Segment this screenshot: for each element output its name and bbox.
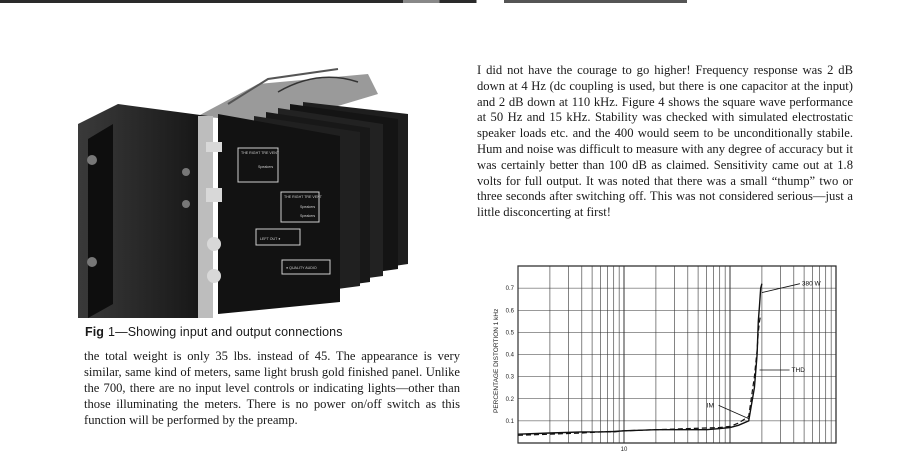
- annotation-380w: 380 W: [801, 280, 821, 288]
- panel-small-2: Speakers: [300, 205, 316, 209]
- y-tick-label: 0.3: [505, 374, 514, 381]
- x-tick-label: 10: [620, 447, 628, 453]
- right-column: [477, 63, 853, 221]
- y-tick-labels: [506, 286, 515, 425]
- caption-text: 1—Showing input and output connections: [108, 325, 343, 339]
- panel-label-3: LEFT OUT ●: [260, 237, 281, 241]
- chart-grid: [518, 266, 836, 443]
- amplifier-photo: [78, 64, 414, 318]
- y-tick-label: 0.6: [505, 308, 514, 315]
- x-tick-labels: [621, 447, 628, 453]
- y-axis-label: PERCENTAGE DISTORTION 1 kHz: [493, 308, 500, 413]
- distortion-chart: [488, 258, 840, 453]
- panel-small-3: Speakers: [300, 214, 316, 218]
- annotation-leader-im: [719, 405, 749, 418]
- panel-label-2: THE RIGHT TRE VENT: [284, 195, 323, 199]
- figure-caption: [85, 325, 343, 339]
- right-paragraph: I did not have the courage to go higher! Frequency response was 2 dB down at 4 Hz (dc coupling is used, but there is one capacitor at the input) and 2 dB down at 110 kHz. Figure 4 shows the square wave performance at 50 Hz and 15 kHz. Stability was checked with simulated electrostatic speaker loads etc. and the 400 would seem to be unconditionally stabile. Hum and noise was difficult to measure with any degree of accuracy but it was certainly better than 100 dB as claimed. Sensitivity came out at 1.8 volts for full output. It was noted that there was a small “thump” two or three seconds after switching off. This was not considered serious—just a little disconcerting at first!: [477, 63, 853, 220]
- y-tick-label: 0.7: [505, 286, 514, 293]
- page-top-rule: [0, 0, 916, 3]
- left-paragraph: the total weight is only 35 lbs. instead of 45. The appearance is very similar, same kind of meters, same light brush gold finished panel. Unlike the 700, there are no input level controls or indicating lights—other than those illuminating the meters. There is no power on/off switch as this function will be performed by the preamp.: [84, 349, 460, 427]
- panel-label-4: ● QUALITY AUDIO: [286, 266, 317, 270]
- annotation-thd: THD: [791, 366, 805, 374]
- series-line-im: [518, 315, 761, 436]
- y-tick-label: 0.2: [505, 396, 514, 403]
- annotation-im: IM: [706, 402, 714, 410]
- panel-small-1: Speakers: [258, 165, 274, 169]
- y-tick-label: 0.4: [505, 352, 514, 359]
- left-column: [84, 348, 460, 428]
- y-tick-label: 0.5: [505, 330, 514, 337]
- panel-label-1: THE RIGHT TRE VENT: [241, 151, 280, 155]
- y-tick-label: 0.1: [505, 418, 514, 425]
- caption-label: Fig: [85, 325, 105, 339]
